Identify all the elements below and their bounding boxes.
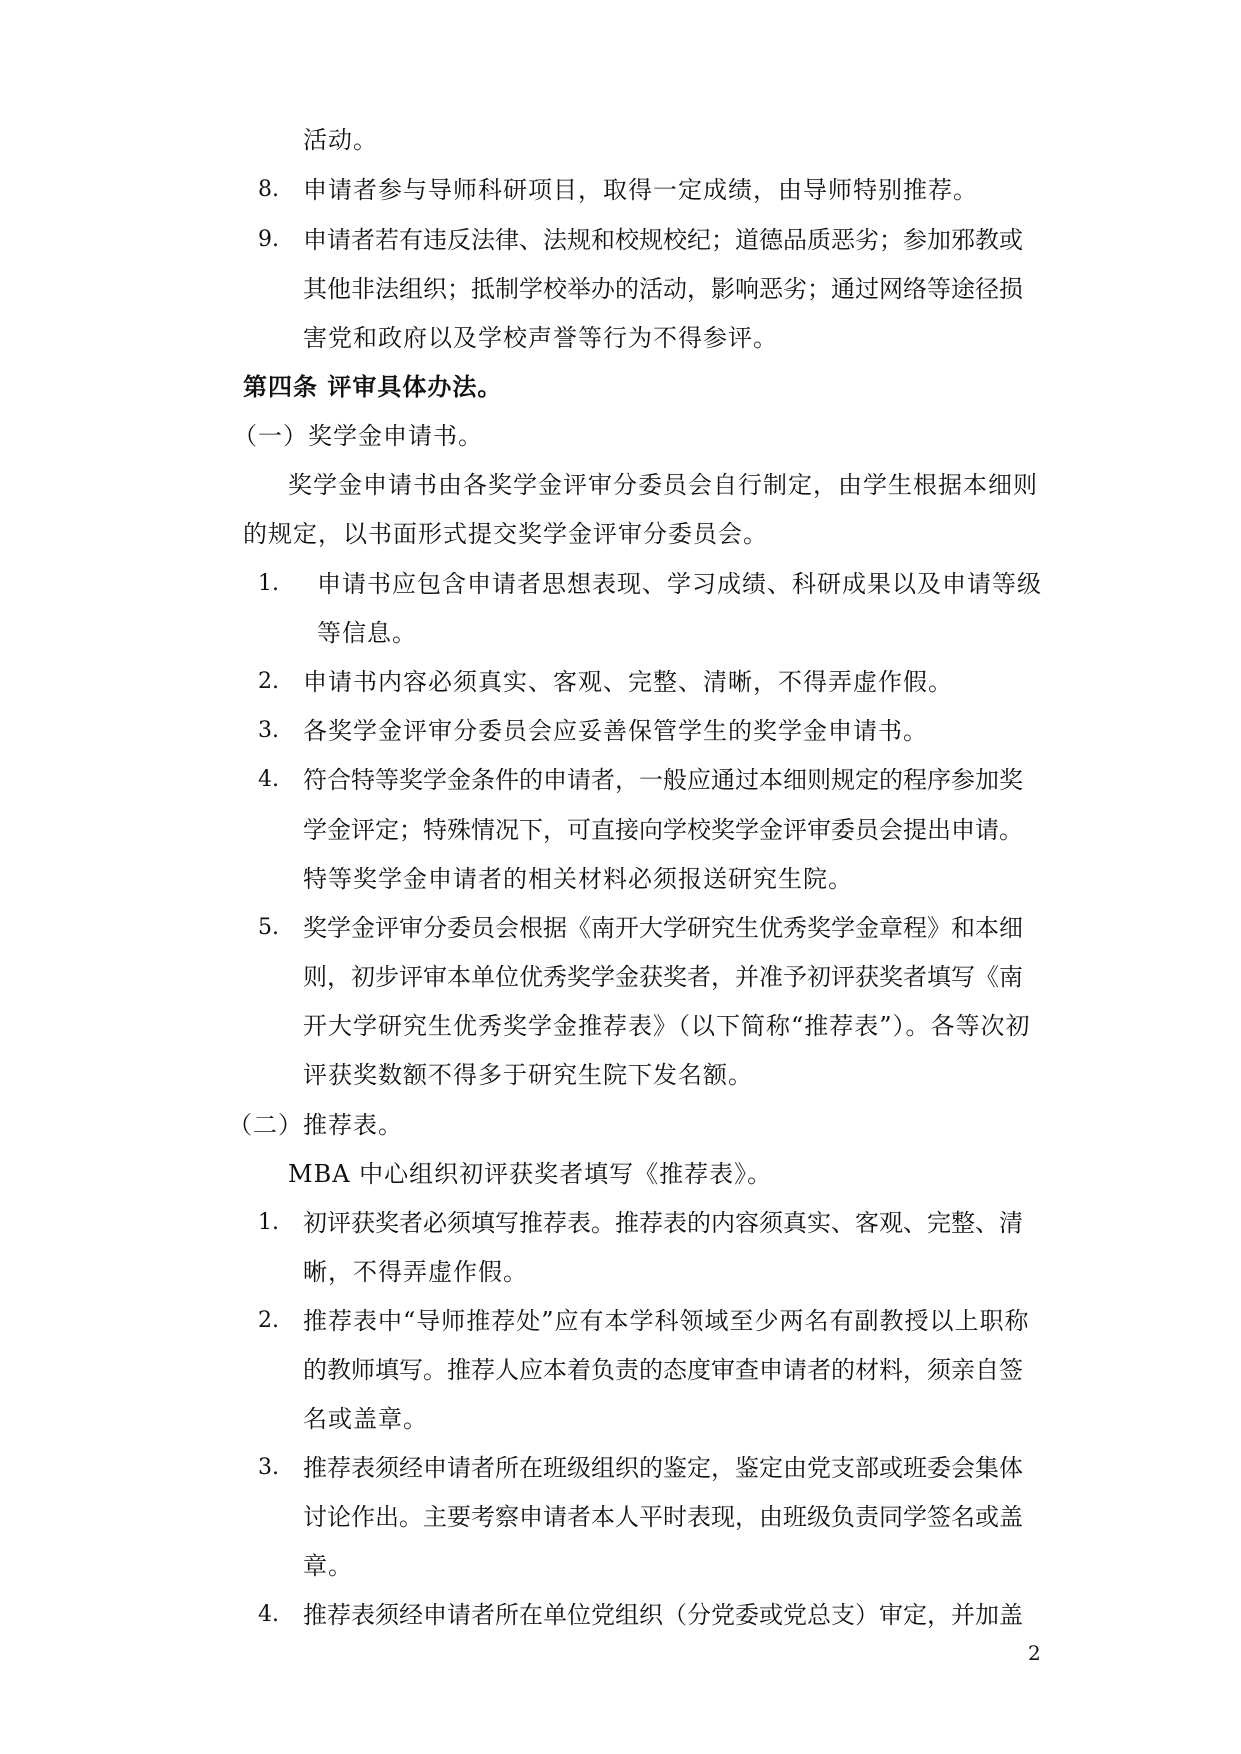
text-line: 则，初步评审本单位优秀奖学金获奖者，并准予初评获奖者填写《南 — [303, 963, 1023, 991]
list-number: 9. — [258, 227, 279, 252]
text-line: 推荐表须经申请者所在班级组织的鉴定，鉴定由党支部或班委会集体 — [303, 1454, 1023, 1482]
section-heading: 第四条 评审具体办法。 — [243, 372, 503, 401]
text-line: 学金评定；特殊情况下，可直接向学校奖学金评审委员会提出申请。 — [303, 816, 1023, 844]
text-line: 申请书应包含申请者思想表现、学习成绩、科研成果以及申请等级 — [317, 570, 1042, 598]
list-number: 5. — [258, 915, 279, 940]
page-number: 2 — [1028, 1641, 1041, 1665]
text-line: 各奖学金评审分委员会应妥善保管学生的奖学金申请书。 — [303, 717, 928, 745]
text-line: 申请者参与导师科研项目，取得一定成绩，由导师特别推荐。 — [303, 176, 978, 204]
text-line: 评获奖数额不得多于研究生院下发名额。 — [303, 1061, 753, 1089]
paragraph-line: 的规定，以书面形式提交奖学金评审分委员会。 — [243, 520, 768, 548]
text-line: 等信息。 — [317, 619, 417, 647]
text-line: 开大学研究生优秀奖学金推荐表》（以下简称“推荐表”）。各等次初 — [303, 1012, 1031, 1040]
text-line: 名或盖章。 — [303, 1405, 428, 1433]
text-line: 章。 — [303, 1552, 353, 1580]
subsection-heading: （一）奖学金申请书。 — [233, 422, 483, 450]
list-number: 8. — [258, 177, 279, 202]
text-line: 讨论作出。主要考察申请者本人平时表现，由班级负责同学签名或盖 — [303, 1503, 1023, 1531]
paragraph-line: MBA 中心组织初评获奖者填写《推荐表》。 — [288, 1160, 773, 1188]
text-line: 其他非法组织；抵制学校举办的活动，影响恶劣；通过网络等途径损 — [303, 275, 1023, 303]
list-number: 4. — [258, 1602, 279, 1627]
list-number: 2. — [258, 1308, 279, 1333]
list-number: 1. — [258, 571, 279, 596]
list-number: 1. — [258, 1210, 279, 1235]
text-line: 的教师填写。推荐人应本着负责的态度审查申请者的材料，须亲自签 — [303, 1356, 1023, 1384]
text-line: 特等奖学金申请者的相关材料必须报送研究生院。 — [303, 865, 853, 893]
text-line: 奖学金评审分委员会根据《南开大学研究生优秀奖学金章程》和本细 — [303, 914, 1023, 942]
paragraph-line: 奖学金申请书由各奖学金评审分委员会自行制定，由学生根据本细则 — [288, 471, 1038, 499]
text-line: 活动。 — [303, 126, 378, 154]
text-line: 初评获奖者必须填写推荐表。推荐表的内容须真实、客观、完整、清 — [303, 1209, 1023, 1237]
subsection-heading: （二）推荐表。 — [228, 1111, 403, 1139]
list-number: 3. — [258, 718, 279, 743]
text-line: 符合特等奖学金条件的申请者，一般应通过本细则规定的程序参加奖 — [303, 766, 1023, 794]
text-line: 推荐表中“导师推荐处”应有本学科领域至少两名有副教授以上职称 — [303, 1307, 1030, 1335]
text-line: 害党和政府以及学校声誉等行为不得参评。 — [303, 324, 778, 352]
list-number: 2. — [258, 669, 279, 694]
text-line: 晰，不得弄虚作假。 — [303, 1258, 528, 1286]
list-number: 4. — [258, 767, 279, 792]
text-line: 推荐表须经申请者所在单位党组织（分党委或党总支）审定，并加盖 — [303, 1601, 1023, 1629]
text-line: 申请者若有违反法律、法规和校规校纪；道德品质恶劣；参加邪教或 — [303, 226, 1023, 254]
text-line: 申请书内容必须真实、客观、完整、清晰，不得弄虚作假。 — [303, 668, 953, 696]
list-number: 3. — [258, 1455, 279, 1480]
